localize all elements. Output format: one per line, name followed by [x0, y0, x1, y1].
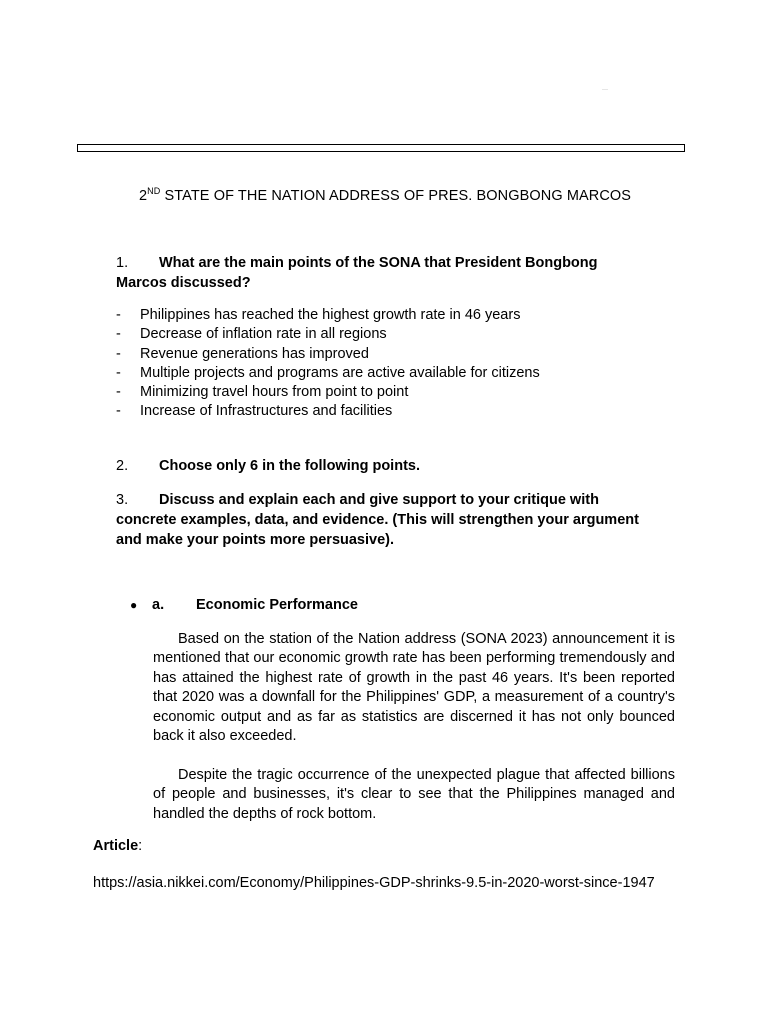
question-number: 2. [116, 458, 129, 474]
list-marker: - [116, 403, 121, 420]
question-1 [116, 253, 686, 293]
question-text-continued: Marcos discussed? [116, 275, 251, 291]
list-item: - Minimizing travel hours from point to point [116, 383, 540, 402]
question-3 [116, 490, 686, 550]
title-superscript: ND [147, 186, 161, 196]
list-marker: - [116, 307, 121, 323]
list-item: - Revenue generations has improved [116, 345, 540, 364]
bullet-icon: ● [130, 598, 138, 612]
list-item: - Decrease of inflation rate in all regions [116, 325, 540, 344]
question-text: Discuss and explain each and give support to your critique with [159, 492, 599, 508]
article-label: Article: [93, 838, 143, 854]
main-points-list [116, 306, 540, 422]
question-number: 1. [116, 255, 129, 271]
list-item: - Philippines has reached the highest growth rate in 46 years [116, 306, 540, 325]
section-letter: a. [152, 597, 165, 613]
header-rule-box [77, 144, 685, 152]
list-marker: - [116, 384, 121, 401]
paragraph-recovery: Despite the tragic occurrence of the unexpected plague that affected billions of people and businesses, it's clear to see that the Philippines managed and handled the depths of rock bottom. [153, 767, 675, 822]
list-marker: - [116, 326, 121, 343]
list-item: - Increase of Infrastructures and facilities [116, 402, 540, 421]
question-text: What are the main points of the SONA that President Bongbong [159, 255, 598, 271]
document-title [139, 186, 631, 204]
list-marker: - [116, 345, 121, 362]
question-number: 3. [116, 492, 129, 508]
question-2 [116, 456, 686, 476]
list-marker: - [116, 364, 121, 381]
question-text-continued: and make your points more persuasive). [116, 532, 395, 548]
paragraph-economic-growth: Based on the station of the Nation address (SONA 2023) announcement it is mentioned that our economic growth rate has been performing tremendously and has attained the highest rate of growth in the past 46 years. It's been reported that 2020 was a downfall for the Philippines' GDP, a measurement of a country's economic output and as far as statistics are discerned it has not only bounced back it also exceeded. [153, 631, 675, 745]
title-rest: STATE OF THE NATION ADDRESS OF PRES. BONGBONG MARCOS [160, 188, 632, 204]
scan-artifact [602, 89, 608, 90]
question-text-continued: concrete examples, data, and evidence. (This will strengthen your argument [116, 512, 639, 528]
section-heading [130, 597, 358, 613]
list-item: - Multiple projects and programs are active available for citizens [116, 364, 540, 383]
section-title: Economic Performance [196, 597, 358, 613]
question-text: Choose only 6 in the following points. [159, 458, 420, 474]
article-url-link[interactable]: https://asia.nikkei.com/Economy/Philippines-GDP-shrinks-9.5-in-2020-worst-since-1947 [93, 875, 655, 891]
title-prefix: 2 [139, 188, 148, 204]
